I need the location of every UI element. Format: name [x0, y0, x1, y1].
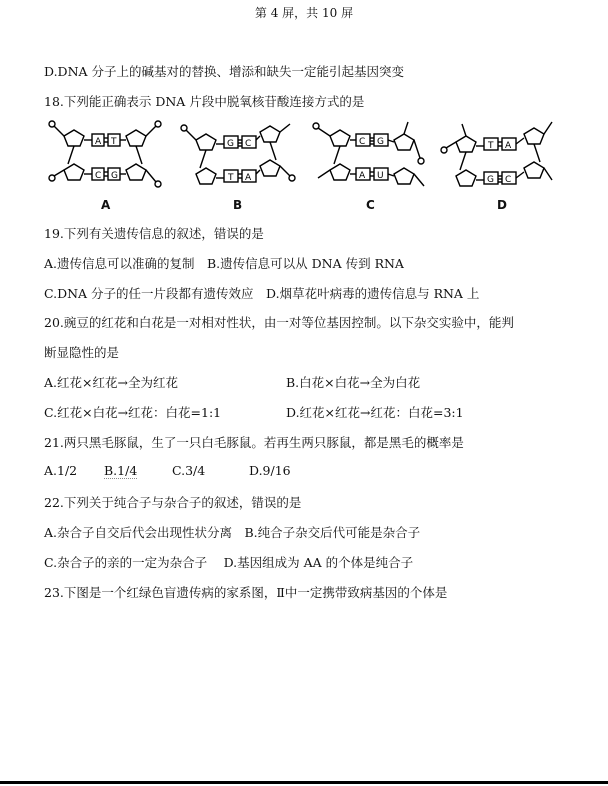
dna-diagram-d [440, 118, 558, 210]
q20-option-a: A.红花×红花→全为红花 [44, 375, 178, 390]
q23-stem: 23.下图是一个红绿色盲遗传病的家系图，Ⅱ中一定携带致病基因的个体是 [44, 585, 448, 600]
q19-stem: 19.下列有关遗传信息的叙述，错误的是 [44, 226, 264, 241]
q21-option-c: C.3/4 [172, 463, 206, 478]
dna-c-base-2: G [377, 137, 384, 147]
q22-stem: 22.下列关于纯合子与杂合子的叙述，错误的是 [44, 495, 302, 510]
q20-option-d: D.红花×红花→红花：白花=3:1 [286, 405, 464, 420]
q20-option-b: B.白花×白花→全为白花 [286, 375, 421, 390]
dna-a-base-3: C [95, 171, 102, 181]
dna-b-base-1: G [227, 139, 234, 149]
page-header: 第 4 屏，共 10 屏 [254, 6, 354, 20]
dna-c-base-3: A [359, 171, 366, 181]
dna-label-d: D [497, 198, 507, 212]
q20-stem-line1: 20.豌豆的红花和白花是一对相对性状，由一对等位基因控制。以下杂交实验中，能判 [44, 315, 514, 330]
q22-options-cd: C.杂合子的亲的一定为杂合子 D.基因组成为 AA 的个体是纯合子 [44, 555, 414, 570]
dna-b-base-2: C [245, 139, 252, 149]
dna-diagram-b [178, 118, 296, 210]
dna-a-base-2: T [111, 137, 117, 147]
q20-stem-line2: 断显隐性的是 [44, 345, 120, 360]
dna-label-b: B [233, 198, 243, 212]
q17-option-d: D.DNA 分子上的碱基对的替换、增添和缺失一定能引起基因突变 [44, 64, 405, 79]
dna-c-base-1: C [359, 137, 366, 147]
q21-option-b [104, 463, 137, 478]
dna-c-base-4: U [377, 171, 384, 181]
dna-label-a: A [101, 198, 111, 212]
q19-options-cd: C.DNA 分子的任一片段都有遗传效应 D.烟草花叶病毒的遗传信息与 RNA 上 [44, 286, 480, 301]
q21-option-a: A.1/2 [44, 463, 78, 478]
dna-d-base-2: A [505, 141, 512, 151]
bottom-border [0, 781, 608, 784]
dna-b-base-4: A [245, 173, 252, 183]
dna-diagram-c [312, 118, 430, 210]
dna-d-base-1: T [488, 141, 494, 151]
q21-option-b-text: B.1/4 [104, 463, 138, 478]
q21-option-d: D.9/16 [249, 463, 291, 478]
q22-options-ab: A.杂合子自交后代会出现性状分离 B.纯合子杂交后代可能是杂合子 [44, 525, 421, 540]
dna-a-base-1: A [95, 137, 102, 147]
dna-b-base-3: T [228, 173, 234, 183]
q20-option-c: C.红花×白花→红花：白花=1:1 [44, 405, 222, 420]
q21-stem: 21.两只黑毛豚鼠，生了一只白毛豚鼠。若再生两只豚鼠，都是黑毛的概率是 [44, 435, 464, 450]
q19-options-ab: A.遗传信息可以准确的复制 B.遗传信息可以从 DNA 传到 RNA [44, 256, 404, 271]
dna-label-c: C [366, 198, 375, 212]
dna-a-base-4: G [111, 171, 118, 181]
dna-d-base-3: G [487, 175, 494, 185]
q18-stem: 18.下列能正确表示 DNA 片段中脱氧核苷酸连接方式的是 [44, 94, 365, 109]
dna-d-base-4: C [505, 175, 512, 185]
dna-diagram-a [46, 118, 164, 210]
